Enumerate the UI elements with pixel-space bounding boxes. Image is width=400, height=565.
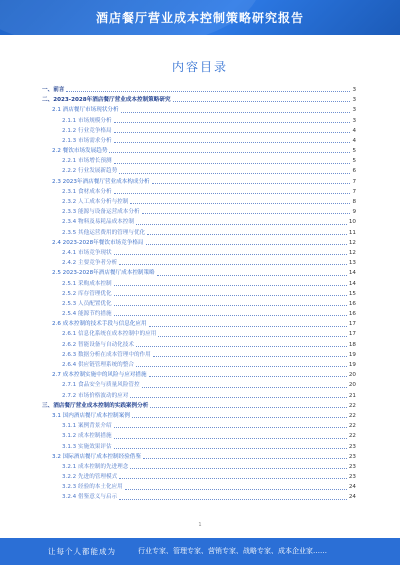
toc-entry-text: 2.6.3 数据分析在成本管理中的作用 <box>62 351 151 358</box>
toc-entry-page: 22 <box>348 412 356 419</box>
toc-entry-page: 14 <box>348 280 356 287</box>
report-title: 酒店餐厅营业成本控制策略研究报告 <box>95 11 304 25</box>
toc-entry-text: 2.6.2 智能设备与自动化技术 <box>62 341 134 348</box>
toc-leader-dots <box>114 132 351 133</box>
toc-entry[interactable] <box>42 452 356 462</box>
toc-leader-dots <box>114 295 347 296</box>
toc-entry-text: 二、2023-2028年酒店餐厅营业成本控制策略研究 <box>42 97 171 104</box>
toc-entry-page: 9 <box>352 209 356 216</box>
toc-leader-dots <box>150 407 347 408</box>
toc-leader-dots <box>125 489 347 490</box>
toc-leader-dots <box>114 163 351 164</box>
toc-entry-page: 11 <box>348 229 356 236</box>
toc-entry-text: 三、酒店餐厅营业成本控制的实践案例分析 <box>42 402 149 409</box>
toc-entry-text: 2.6.1 信息化系统在成本控制中的应用 <box>62 331 157 338</box>
toc-entry-text: 3.2.2 先进的管理模式 <box>62 474 118 481</box>
toc-entry[interactable] <box>42 421 356 431</box>
toc-entry[interactable] <box>42 279 356 289</box>
toc-entry[interactable] <box>42 319 356 329</box>
toc-entry-page: 23 <box>348 453 356 460</box>
toc-entry[interactable] <box>42 299 356 309</box>
toc-leader-dots <box>114 254 347 255</box>
toc-entry[interactable] <box>42 442 356 452</box>
toc-entry-text: 2.4.2 主要竞争者分析 <box>62 260 118 267</box>
toc-entry-page: 14 <box>348 270 356 277</box>
toc-entry[interactable] <box>42 268 356 278</box>
toc-entry-text: 2.4.1 市场竞争现状 <box>62 249 112 256</box>
toc-entry[interactable] <box>42 340 356 350</box>
toc-entry-page: 18 <box>348 341 356 348</box>
toc-entry-page: 8 <box>352 199 356 206</box>
toc-entry-page: 20 <box>348 382 356 389</box>
toc-entry-page: 23 <box>348 443 356 450</box>
toc-entry-page: 4 <box>352 137 356 144</box>
toc-leader-dots <box>66 91 350 92</box>
toc-entry-text: 3.2.4 借鉴意义与启示 <box>62 494 118 501</box>
toc-entry-page: 16 <box>348 311 356 318</box>
toc-entry-page: 3 <box>352 107 356 114</box>
toc-entry[interactable] <box>42 330 356 340</box>
toc-leader-dots <box>130 203 350 204</box>
toc-entry-page: 22 <box>348 423 356 430</box>
toc-entry[interactable] <box>42 248 356 258</box>
toc-entry-page: 24 <box>348 484 356 491</box>
toc-entry-text: 2.3.4 物料及易耗品成本控制 <box>62 219 134 226</box>
toc-entry-page: 4 <box>352 127 356 134</box>
toc-leader-dots <box>114 427 347 428</box>
toc-leader-dots <box>130 397 347 398</box>
toc-leader-dots <box>136 366 347 367</box>
toc-entry-page: 10 <box>348 219 356 226</box>
header-banner <box>0 0 400 35</box>
toc-entry[interactable] <box>42 289 356 299</box>
toc-entry-text: 3.2 国际酒店餐厅成本控制经验借鉴 <box>52 453 141 460</box>
toc-entry[interactable] <box>42 258 356 268</box>
toc-entry-text: 2.1.3 市场需求分析 <box>62 137 112 144</box>
toc-entry-text: 2.5 2023-2028年酒店餐厅成本控制策略 <box>52 270 155 277</box>
toc-entry[interactable] <box>42 105 356 115</box>
toc-entry[interactable] <box>42 228 356 238</box>
toc-leader-dots <box>153 356 347 357</box>
toc-entry-text: 2.6.4 供应链管理系统的整合 <box>62 362 134 369</box>
toc-entry[interactable] <box>42 350 356 360</box>
toc-entry-page: 21 <box>348 392 356 399</box>
toc-leader-dots <box>157 275 347 276</box>
toc-entry[interactable] <box>42 472 356 482</box>
toc-entry[interactable] <box>42 126 356 136</box>
toc-entry-text: 2.2.1 市场增长预测 <box>62 158 112 165</box>
toc-entry[interactable] <box>42 238 356 248</box>
toc-entry[interactable] <box>42 167 356 177</box>
toc-leader-dots <box>119 499 347 500</box>
toc-entry-page: 7 <box>352 178 356 185</box>
toc-leader-dots <box>149 326 347 327</box>
toc-entry-text: 3.1 国内酒店餐厅成本控制案例 <box>52 412 130 419</box>
toc-entry-page: 3 <box>352 86 356 93</box>
toc-entry[interactable] <box>42 391 356 401</box>
toc-leader-dots <box>114 142 351 143</box>
toc-entry-text: 2.2 餐饮市场发展趋势 <box>52 148 108 155</box>
toc-entry-text: 2.5.3 人员配置优化 <box>62 300 112 307</box>
toc-leader-dots <box>173 101 351 102</box>
toc-entry-text: 3.1.1 案例背景介绍 <box>62 423 112 430</box>
toc-entry[interactable] <box>42 462 356 472</box>
toc-entry-page: 19 <box>348 362 356 369</box>
toc-leader-dots <box>136 224 347 225</box>
toc-entry-page: 3 <box>352 97 356 104</box>
toc-leader-dots <box>142 213 351 214</box>
toc-leader-dots <box>114 193 351 194</box>
toc-leader-dots <box>152 183 351 184</box>
toc-leader-dots <box>142 387 347 388</box>
toc-entry-text: 2.3 2023年酒店餐厅营业成本构成分析 <box>52 178 150 185</box>
toc-entry-page: 15 <box>348 290 356 297</box>
toc-entry[interactable] <box>42 146 356 156</box>
toc-leader-dots <box>114 438 347 439</box>
toc-leader-dots <box>119 478 347 479</box>
toc-entry[interactable] <box>42 136 356 146</box>
toc-leader-dots <box>149 376 347 377</box>
toc-entry-page: 5 <box>352 148 356 155</box>
toc-entry[interactable] <box>42 493 356 503</box>
toc-leader-dots <box>114 305 347 306</box>
toc-entry-page: 7 <box>352 188 356 195</box>
toc-entry-text: 3.2.3 经验的本土化应用 <box>62 484 123 491</box>
footer-banner <box>0 538 400 565</box>
toc-heading: 内容目录 <box>171 60 228 74</box>
toc-entry-text: 2.3.5 其他运营费用的管理与优化 <box>62 229 146 236</box>
toc-leader-dots <box>119 264 347 265</box>
toc-entry-text: 2.3.3 能源与设备运营成本分析 <box>62 209 140 216</box>
toc-entry[interactable] <box>42 197 356 207</box>
toc-leader-dots <box>147 234 347 235</box>
toc-entry-text: 2.1.1 市场规模分析 <box>62 117 112 124</box>
toc-leader-dots <box>132 417 347 418</box>
toc-leader-dots <box>109 152 350 153</box>
toc-leader-dots <box>114 448 347 449</box>
toc-entry-page: 20 <box>348 372 356 379</box>
toc-entry-text: 2.5.4 能源节约措施 <box>62 311 112 318</box>
toc-entry-text: 2.2.2 行业发展新趋势 <box>62 168 118 175</box>
toc-entry[interactable] <box>42 116 356 126</box>
toc-leader-dots <box>121 112 351 113</box>
toc-leader-dots <box>114 315 347 316</box>
toc-entry[interactable] <box>42 207 356 217</box>
toc-leader-dots <box>146 244 347 245</box>
toc-entry-text: 2.7.1 食品安全与质量风险管控 <box>62 382 140 389</box>
toc-entry-page: 17 <box>348 331 356 338</box>
toc-entry-page: 19 <box>348 351 356 358</box>
toc-entry-page: 23 <box>348 463 356 470</box>
toc-entry[interactable] <box>42 360 356 370</box>
footer-tagline: 行业专家、管理专家、营销专家、战略专家、成本企业家…… <box>138 547 327 555</box>
toc-entry-text: 2.7.2 市场价格波动的应对 <box>62 392 129 399</box>
toc-entry[interactable] <box>42 401 356 411</box>
toc-entry-page: 13 <box>348 260 356 267</box>
toc-entry-text: 3.1.2 成本控制措施 <box>62 433 112 440</box>
toc-entry-text: 2.3.1 食材成本分析 <box>62 188 112 195</box>
toc-entry-page: 5 <box>352 158 356 165</box>
toc-entry[interactable] <box>42 177 356 187</box>
toc-entry[interactable] <box>42 217 356 227</box>
toc-leader-dots <box>114 285 347 286</box>
toc-entry[interactable] <box>42 431 356 441</box>
toc-leader-dots <box>136 346 347 347</box>
toc-entry-text: 2.5.2 库存管理优化 <box>62 290 112 297</box>
toc-entry[interactable] <box>42 187 356 197</box>
toc-entry-page: 23 <box>348 474 356 481</box>
toc-leader-dots <box>158 336 347 337</box>
toc-entry-text: 一、前言 <box>42 86 65 93</box>
toc-entry[interactable] <box>42 411 356 421</box>
toc-leader-dots <box>143 458 347 459</box>
toc-entry-page: 6 <box>352 168 356 175</box>
toc-entry-page: 3 <box>352 117 356 124</box>
toc-entry-text: 2.7 成本控制实施中的风险与应对措施 <box>52 372 147 379</box>
toc-leader-dots <box>130 468 347 469</box>
toc-entry[interactable] <box>42 85 356 95</box>
toc-entry[interactable] <box>42 482 356 492</box>
table-of-contents <box>42 85 356 503</box>
footer-slogan: 让每个人都能成为 <box>48 547 116 556</box>
toc-entry[interactable] <box>42 95 356 105</box>
toc-entry[interactable] <box>42 380 356 390</box>
toc-entry[interactable] <box>42 370 356 380</box>
toc-entry-text: 2.1 酒店餐厅市场现状分析 <box>52 107 119 114</box>
toc-leader-dots <box>114 122 351 123</box>
toc-entry-page: 22 <box>348 402 356 409</box>
toc-entry-text: 2.3.2 人工成本分析与控制 <box>62 199 129 206</box>
toc-entry-page: 24 <box>348 494 356 501</box>
toc-entry-text: 2.6 成本控制的技术手段与信息化应用 <box>52 321 147 328</box>
toc-entry-page: 12 <box>348 239 356 246</box>
toc-entry[interactable] <box>42 156 356 166</box>
toc-entry[interactable] <box>42 309 356 319</box>
toc-entry-text: 2.5.1 采购成本控制 <box>62 280 112 287</box>
toc-entry-page: 22 <box>348 433 356 440</box>
toc-entry-text: 3.1.3 实施效果评估 <box>62 443 112 450</box>
toc-entry-page: 16 <box>348 300 356 307</box>
toc-entry-page: 12 <box>348 249 356 256</box>
toc-entry-text: 2.1.2 行业竞争格局 <box>62 127 112 134</box>
toc-entry-text: 2.4 2023-2028年餐饮市场竞争格局 <box>52 239 144 246</box>
page-number: 1 <box>198 522 202 528</box>
toc-leader-dots <box>119 173 350 174</box>
toc-entry-text: 3.2.1 成本控制的先进理念 <box>62 463 129 470</box>
toc-entry-page: 17 <box>348 321 356 328</box>
